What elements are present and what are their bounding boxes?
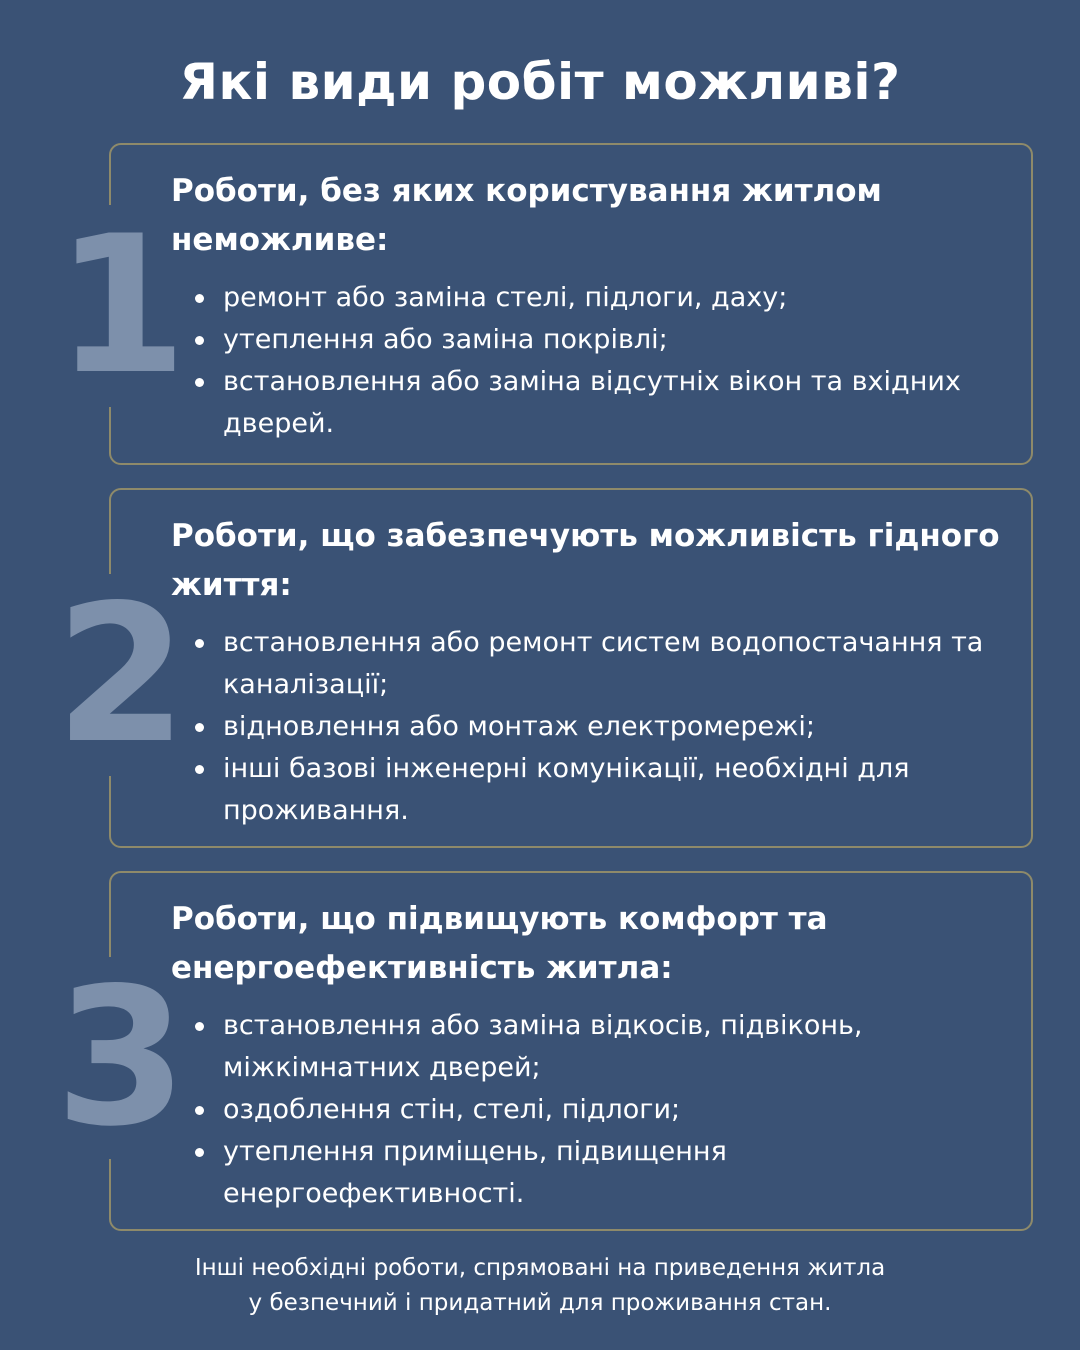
footer-line-2: у безпечний і придатний для проживання стан.	[248, 1290, 832, 1316]
category-title-2: Роботи, що забезпечують можливість гідного життя:	[171, 518, 1000, 603]
category-title-1: Роботи, без яких користування житлом неможливе:	[171, 173, 882, 258]
work-category-card-3	[55, 871, 1033, 1231]
work-category-card-1	[55, 143, 1033, 465]
list-item: відновлення або монтаж електромережі;	[191, 706, 1011, 748]
category-title-3: Роботи, що підвищують комфорт та енергоефективність житла:	[171, 901, 828, 986]
work-category-card-2	[55, 488, 1033, 848]
footer-note	[0, 1251, 1080, 1321]
list-item: ремонт або заміна стелі, підлоги, даху;	[191, 277, 1011, 319]
list-item: утеплення або заміна покрівлі;	[191, 319, 1011, 361]
list-item: встановлення або заміна відсутніх вікон та вхідних дверей.	[191, 361, 1011, 445]
list-item: оздоблення стін, стелі, підлоги;	[191, 1089, 1011, 1131]
category-list-2	[191, 622, 1011, 832]
list-item: інші базові інженерні комунікації, необхідні для проживання.	[191, 748, 1011, 832]
list-item: встановлення або заміна відкосів, підвіконь, міжкімнатних дверей;	[191, 1005, 1011, 1089]
category-list-3	[191, 1005, 1011, 1215]
category-number-3: 3	[47, 957, 173, 1159]
list-item: утеплення приміщень, підвищення енергоефективності.	[191, 1131, 1011, 1215]
page-title: Які види робіт можливі?	[179, 53, 901, 111]
category-number-2: 2	[47, 574, 173, 776]
list-item: встановлення або ремонт систем водопостачання та каналізації;	[191, 622, 1011, 706]
category-list-1	[191, 277, 1011, 445]
footer-line-1: Інші необхідні роботи, спрямовані на приведення житла	[194, 1255, 886, 1281]
category-number-1: 1	[47, 205, 173, 407]
